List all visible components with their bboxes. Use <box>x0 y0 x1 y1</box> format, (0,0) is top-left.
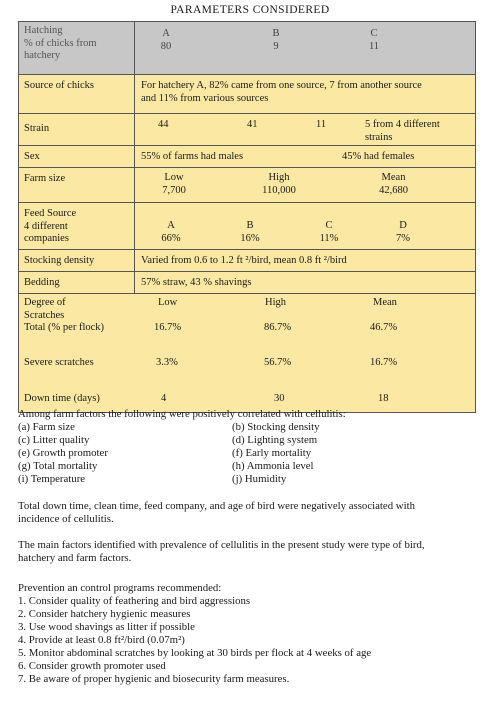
farm-size-low: Low 7,700 <box>162 172 186 196</box>
stocking-text: Varied from 0.6 to 1.2 ft ²/bird, mean 0.8 ft ²/bird <box>141 255 347 266</box>
feed-source-row <box>19 202 475 249</box>
sex-row <box>19 145 475 167</box>
feed-col-a: A 66% <box>161 220 181 244</box>
bedding-label: Bedding <box>19 272 135 293</box>
hatching-col-b: B 9 <box>272 28 280 52</box>
prevention-item-3: 3. Use wood shavings as litter if possible <box>18 621 195 633</box>
hatching-col-a: A 80 <box>160 28 172 52</box>
feed-col-d: D 7% <box>396 220 410 244</box>
strain-value-3: 11 <box>316 119 327 130</box>
farm-size-row <box>19 167 475 202</box>
strain-value-1: 44 <box>158 119 169 130</box>
factor-f: (f) Early mortality <box>232 447 312 459</box>
factor-i: (i) Temperature <box>18 473 86 485</box>
source-text: For hatchery A, 82% came from one source, 7 from another source and 11% from various sources <box>141 80 422 104</box>
factor-e: (e) Growth promoter <box>18 447 108 459</box>
feed-col-b: B 16% <box>240 220 260 244</box>
prevention-intro: Prevention an control programs recommended: <box>18 582 222 594</box>
factor-j: (j) Humidity <box>232 473 287 485</box>
scratches-head-high: High <box>265 297 286 308</box>
sex-females: 45% had females <box>342 151 415 162</box>
factor-c: (c) Litter quality <box>18 434 90 446</box>
factor-a: (a) Farm size <box>18 421 75 433</box>
hatching-row <box>19 22 475 74</box>
bedding-row <box>19 271 475 293</box>
source-label: Source of chicks <box>19 75 135 113</box>
scratches-total-high: 86.7% <box>264 322 292 333</box>
severe-scratches-label: Severe scratches <box>24 357 94 368</box>
source-row <box>19 74 475 113</box>
stocking-row <box>19 249 475 271</box>
scratches-severe-mean: 16.7% <box>370 357 398 368</box>
sex-label: Sex <box>19 146 135 167</box>
paragraph-main-factors: The main factors identified with prevalence of cellulitis in the present study were type of bird, hatchery and farm factors. <box>18 539 425 564</box>
hatching-col-c: C 11 <box>368 28 380 52</box>
downtime-mean: 18 <box>378 393 389 404</box>
page-title: PARAMETERS CONSIDERED <box>170 4 330 16</box>
feed-col-c: C 11% <box>319 220 339 244</box>
scratches-total-low: 16.7% <box>154 322 182 333</box>
scratches-head-low: Low <box>158 297 178 308</box>
prevention-item-6: 6. Consider growth promoter used <box>18 660 166 672</box>
scratches-row <box>19 293 475 389</box>
scratches-total-mean: 46.7% <box>370 322 398 333</box>
factor-g: (g) Total mortality <box>18 460 98 472</box>
downtime-low: 4 <box>161 393 167 404</box>
scratches-label: Degree of Scratches Total (% per flock) <box>24 297 105 333</box>
scratches-head-mean: Mean <box>373 297 397 308</box>
prevention-item-5: 5. Monitor abdominal scratches by looking at 30 birds per flock at 4 weeks of age <box>18 647 372 659</box>
factor-d: (d) Lighting system <box>232 434 318 446</box>
scratches-severe-low: 3.3% <box>156 357 178 368</box>
farm-size-high: High 110,000 <box>262 172 296 196</box>
farm-size-mean: Mean 42,680 <box>379 172 408 196</box>
strain-value-4: 5 from 4 different strains <box>365 119 440 143</box>
prevention-item-2: 2. Consider hatchery hygienic measures <box>18 608 191 620</box>
hatching-label: Hatching % of chicks from hatchery <box>19 22 135 74</box>
factor-h: (h) Ammonia level <box>232 460 314 472</box>
sex-males: 55% of farms had males <box>141 151 244 162</box>
paragraph-negative-association: Total down time, clean time, feed company, and age of bird were negatively associated with incidence of cellulitis. <box>18 500 415 525</box>
farm-size-label: Farm size <box>19 168 135 202</box>
scratches-severe-high: 56.7% <box>264 357 292 368</box>
stocking-label: Stocking density <box>19 250 135 271</box>
strain-value-2: 41 <box>247 119 258 130</box>
prevention-item-7: 7. Be aware of proper hygienic and biosecurity farm measures. <box>18 673 290 685</box>
strain-row <box>19 113 475 145</box>
factors-intro: Among farm factors the following were positively correlated with cellulitis: <box>18 408 346 420</box>
parameters-table <box>18 21 476 413</box>
prevention-item-4: 4. Provide at least 0.8 ft²/bird (0.07m²) <box>18 634 185 646</box>
feed-source-label: Feed Source 4 different companies <box>19 203 135 249</box>
bedding-text: 57% straw, 43 % shavings <box>141 277 252 288</box>
strain-label: Strain <box>19 114 135 145</box>
factor-b: (b) Stocking density <box>232 421 320 433</box>
prevention-item-1: 1. Consider quality of feathering and bird aggressions <box>18 595 251 607</box>
downtime-high: 30 <box>274 393 285 404</box>
downtime-label: Down time (days) <box>24 393 100 404</box>
